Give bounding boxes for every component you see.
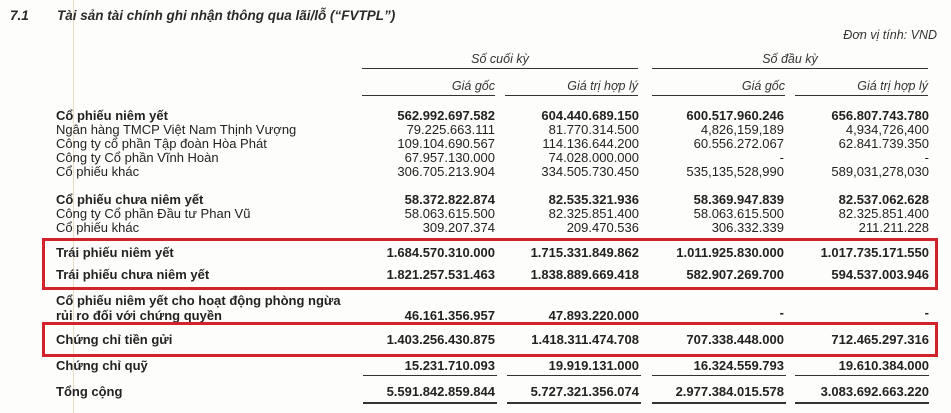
row-label: Cổ phiếu khác <box>56 164 140 179</box>
cell-cost-begin: 582.907.269.700 <box>686 267 784 282</box>
cell-fair-end: 334.505.730.450 <box>541 164 639 179</box>
cell-cost-begin: 2.977.384.015.578 <box>675 384 784 399</box>
table-row <box>0 245 951 260</box>
cell-fair-end: 5.727.321.356.074 <box>530 384 639 399</box>
cell-fair-begin: 82.325.851.400 <box>838 206 929 221</box>
cell-cost-end: 1.684.570.310.000 <box>386 245 495 260</box>
col-header-fair-end: Giá trị hợp lý <box>505 79 638 96</box>
cell-cost-begin: - <box>779 150 784 165</box>
cell-cost-begin: 600.517.960.246 <box>686 108 784 123</box>
table-row <box>0 358 951 373</box>
row-label: Cổ phiếu niêm yết <box>56 108 168 123</box>
table-row <box>0 206 951 221</box>
cell-fair-begin: 211.211.228 <box>858 220 929 235</box>
cell-cost-begin: 306.332.339 <box>711 220 784 235</box>
cell-fair-end: 1.715.331.849.862 <box>530 245 639 260</box>
row-label-continued: rủi ro đối với chứng quyền <box>56 308 222 323</box>
table-row <box>0 150 951 165</box>
cell-fair-end: 209.470.536 <box>566 220 639 235</box>
total-underline <box>795 402 929 404</box>
table-row <box>0 220 951 235</box>
cell-fair-end: 114.136.644.200 <box>542 136 639 151</box>
cell-cost-begin: - <box>779 305 784 320</box>
subtotal-underline <box>652 375 786 376</box>
subtotal-underline <box>507 375 641 376</box>
col-header-cost-begin: Giá gốc <box>652 79 785 96</box>
table-row <box>0 122 951 137</box>
cell-fair-begin: 82.537.062.628 <box>838 192 929 207</box>
table-row <box>0 192 951 207</box>
row-label: Trái phiếu niêm yết <box>56 245 174 260</box>
row-label: Chứng chỉ tiền gửi <box>56 332 173 347</box>
cell-cost-end: 309.207.374 <box>422 220 495 235</box>
row-label: Chứng chỉ quỹ <box>56 358 148 373</box>
cell-fair-end: 74.028.000.000 <box>548 150 639 165</box>
group-header-end-period: Số cuối kỳ <box>362 52 638 69</box>
row-label: Cổ phiếu niêm yết cho hoạt động phòng ngừa <box>56 293 341 308</box>
table-row <box>0 267 951 282</box>
row-label: Tổng cộng <box>56 384 123 399</box>
cell-cost-end: 46.161.356.957 <box>404 308 495 323</box>
cell-cost-end: 1.821.257.531.463 <box>386 267 495 282</box>
cell-cost-end: 67.957.130.000 <box>404 150 495 165</box>
cell-cost-end: 58.372.822.874 <box>404 192 495 207</box>
row-label: Cổ phiếu chưa niêm yết <box>56 192 204 207</box>
cell-fair-begin: 62.841.739.350 <box>838 136 929 151</box>
cell-cost-begin: 535,135,528,990 <box>686 164 784 179</box>
row-label: Công ty Cổ phần Vĩnh Hoàn <box>56 150 219 165</box>
section-title: Tài sản tài chính ghi nhận thông qua lãi/lỗ (“FVTPL”) <box>57 8 396 23</box>
row-label: Cổ phiếu khác <box>56 220 140 235</box>
cell-cost-end: 306.705.213.904 <box>397 164 495 179</box>
total-underline <box>652 402 786 404</box>
cell-fair-begin: 19.610.384.000 <box>838 358 929 373</box>
table-row <box>0 136 951 151</box>
cell-cost-end: 109.104.690.567 <box>397 136 495 151</box>
cell-fair-end: 82.325.851.400 <box>548 206 639 221</box>
cell-fair-end: 82.535.321.936 <box>548 192 639 207</box>
cell-cost-begin: 1.011.925.830.000 <box>676 245 784 260</box>
cell-cost-begin: 707.338.448.000 <box>686 332 784 347</box>
row-label: Trái phiếu chưa niêm yết <box>56 267 210 282</box>
group-header-begin-period: Số đầu kỳ <box>652 52 928 69</box>
col-header-cost-end: Giá gốc <box>362 79 495 96</box>
cell-cost-end: 5.591.842.859.844 <box>386 384 495 399</box>
cell-fair-end: 1.418.311.474.708 <box>531 332 639 347</box>
cell-fair-begin: - <box>924 150 929 165</box>
cell-fair-end: 19.919.131.000 <box>548 358 639 373</box>
cell-cost-begin: 16.324.559.793 <box>693 358 784 373</box>
total-underline <box>363 402 497 404</box>
table-row <box>0 332 951 347</box>
row-label: Ngân hàng TMCP Việt Nam Thịnh Vượng <box>56 122 297 137</box>
cell-cost-begin: 60.556.272.067 <box>693 136 784 151</box>
cell-cost-end: 15.231.710.093 <box>404 358 495 373</box>
cell-fair-begin: 4,934,726,400 <box>845 122 929 137</box>
cell-cost-begin: 58.369.947.839 <box>693 192 784 207</box>
subtotal-underline <box>795 375 929 376</box>
total-underline <box>507 402 641 404</box>
col-header-fair-begin: Giá trị hợp lý <box>795 79 928 96</box>
cell-cost-begin: 4,826,159,189 <box>700 122 784 137</box>
table-row <box>0 164 951 179</box>
cell-fair-end: 81.770.314.500 <box>548 122 639 137</box>
cell-cost-end: 562.992.697.582 <box>397 108 495 123</box>
cell-fair-end: 1.838.889.669.418 <box>530 267 639 282</box>
unit-label: Đơn vị tính: VND <box>843 28 937 42</box>
subtotal-underline <box>363 375 497 376</box>
cell-cost-end: 58.063.615.500 <box>404 206 495 221</box>
cell-fair-begin: 656.807.743.780 <box>831 108 929 123</box>
cell-fair-begin: 589,031,278,030 <box>831 164 929 179</box>
cell-fair-end: 604.440.689.150 <box>541 108 639 123</box>
table-row <box>0 305 951 323</box>
cell-fair-begin: 712.465.297.316 <box>831 332 929 347</box>
cell-fair-begin: 3.083.692.663.220 <box>820 384 929 399</box>
table-row-total <box>0 384 951 399</box>
table-row <box>0 108 951 123</box>
cell-cost-end: 1.403.256.430.875 <box>386 332 495 347</box>
cell-cost-begin: 58.063.615.500 <box>693 206 784 221</box>
cell-fair-begin: - <box>924 305 929 320</box>
cell-fair-begin: 1.017.735.171.550 <box>820 245 929 260</box>
row-label: Công ty Cổ phần Đầu tư Phan Vũ <box>56 206 251 221</box>
cell-fair-begin: 594.537.003.946 <box>831 267 929 282</box>
cell-fair-end: 47.893.220.000 <box>548 308 639 323</box>
section-number: 7.1 <box>10 8 29 23</box>
cell-cost-end: 79.225.663.111 <box>406 122 495 137</box>
row-label: Công ty cổ phần Tập đoàn Hòa Phát <box>56 136 267 151</box>
